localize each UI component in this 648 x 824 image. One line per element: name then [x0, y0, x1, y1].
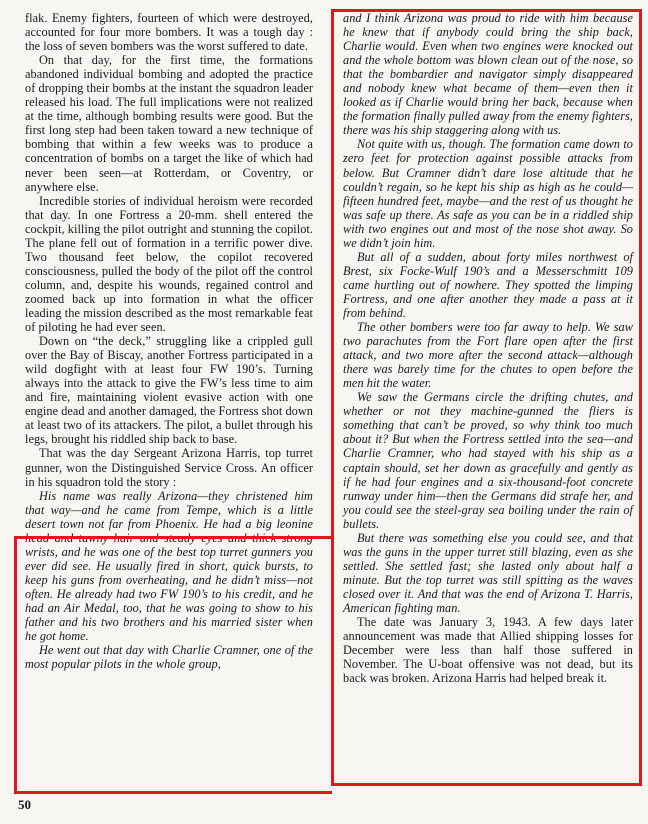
paragraph: On that day, for the first time, the formations abandoned individual bombing and adopted the practice of dropping their bombs at the instant the squadron leader released his load. The full implications were not realized at the time, although bombing results were good. But the first long step had been taken toward a new technique of bombing that within a few weeks was to produce a concentration of bombs on a target the like of which had never been seen—at Rotterdam, or Coventry, or anywhere else.: [25, 53, 313, 194]
paragraph-italic: Not quite with us, though. The formation came down to zero feet for protection against possible attacks from below. But Cramner didn’t dare lose altitude that he couldn’t regain, so he kept his ship as high as he could—fifteen hundred feet, maybe—and the rest of us thought he was safe up there. As safe as you can be in a riddled ship with two engines out and most of the nose shot away. So we didn’t join him.: [343, 137, 633, 250]
paragraph: That was the day Sergeant Arizona Harris, top turret gunner, won the Distinguished Service Cross. An officer in his squadron told the story :: [25, 446, 313, 489]
paragraph: Down on “the deck,” struggling like a crippled gull over the Bay of Biscay, another Fortress participated in a wild dogfight with at least four FW 190’s. Turning always into the attack to give the FW’s less time to aim and fire, maintaining violent evasive action with one engine dead and another damaged, the Fortress shot down at least two of its attackers. The pilot, a bullet through his legs, brought his riddled ship back to base.: [25, 334, 313, 447]
paragraph-italic: and I think Arizona was proud to ride with him because he knew that if anybody could bring the ship back, Charlie would. Even when two engines were knocked out and the whole bottom was blown clean out of the nose, so that the bombardier and navigator simply disappeared and nobody knew what became of them—even then it looked as if Charlie would bring her back, because when the formation finally pulled away from the enemy fighters, there was his ship staggering along with us.: [343, 11, 633, 138]
paragraph-italic: The other bombers were too far away to help. We saw two parachutes from the Fort flare open after the first attack, and two more after the second attack—although there was barely time for the chutes to open before the men hit the water.: [343, 320, 633, 391]
right-column: [343, 11, 633, 685]
paragraph-italic: But all of a sudden, about forty miles northwest of Brest, six Focke-Wulf 190’s and a Messerschmitt 109 came hurtling out of nowhere. They spotted the limping Fortress, and one after another they made a pass at it from behind.: [343, 249, 633, 320]
paragraph-italic: But there was something else you could see, and that was the guns in the upper turret still blazing, even as she settled. She settled fast; she lasted only about half a minute. But the top turret was still spitting as the waves closed over it. And that was the end of Arizona T. Harris, American fighting man.: [343, 530, 633, 615]
paragraph: Incredible stories of individual heroism were recorded that day. In one Fortress a 20-mm. shell entered the cockpit, killing the pilot outright and stunning the copilot. The plane fell out of formation in a terrific power dive. Two thousand feet below, the copilot recovered consciousness, pulled the body of the pilot off the control column, and, despite his wounds, regained control and zoomed back up into formation in what the officer leading the mission described as the most remarkable feat of piloting he had ever seen.: [25, 193, 313, 335]
page-number: 50: [18, 797, 31, 812]
paragraph-italic: We saw the Germans circle the drifting chutes, and whether or not they machine-gunned the fliers is something that can’t be proved, so why think too much about it? But when the Fortress settled into the sea—and Charlie Cramner, who had stayed with his ship as a captain should, set her down as gracefully and gently as if he had four engines and a six-thousand-foot concrete runway under him—then the Germans did strafe her, and you could see the steel-gray sea boiling under the rain of bullets.: [343, 390, 633, 531]
paragraph: flak. Enemy fighters, fourteen of which were destroyed, accounted for four more bombers. It was a tough day : the loss of seven bombers was the worst suffered to date.: [25, 11, 313, 54]
left-column: [25, 11, 313, 671]
paragraph-italic: He went out that day with Charlie Cramner, one of the most popular pilots in the whole group,: [25, 643, 313, 672]
paragraph-italic: His name was really Arizona—they christened him that way—and he came from Tempe, which is a little desert town not far from Phoenix. He had a big leonine head and tawny hair and steady eyes and thick strong wrists, and he was one of the best top turret gunners you ever did see. He usually fired in short, quick bursts, to keep his guns from overheating, and he didn’t miss—not often. He already had two FW 190’s to his credit, and he had an Air Medal, too, that he was going to show to his father and his two brothers and his married sister when he got home.: [25, 488, 313, 644]
paragraph: The date was January 3, 1943. A few days later announcement was made that Allied shipping losses for December were less than half those suffered in November. The U-boat offensive was not dead, but its back was broken. Arizona Harris had helped break it.: [343, 615, 633, 686]
